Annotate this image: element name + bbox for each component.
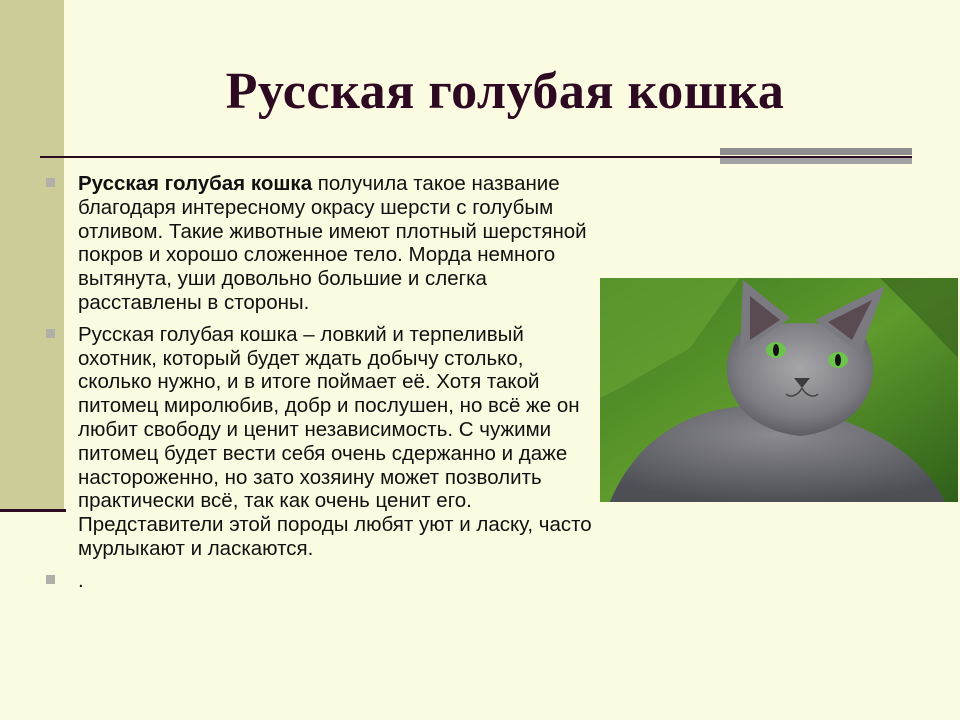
bullet-item — [46, 569, 602, 593]
bullet-text: получила такое название благодаря интересному окрасу шерсти с голубым отливом. Такие животные имеют плотный шерстяной покров и хорошо сложенное тело. Морда немного вытянута, уши довольно большие и слегка расставлены в стороны. — [78, 172, 587, 314]
bullet-text: Русская голубая кошка – ловкий и терпеливый охотник, который будет ждать добычу столько, сколько нужно, и в итоге поймает её. Хотя такой питомец миролюбив, добр и послушен, но всё же он любит свободу и ценит независимость. С чужими питомец будет вести себя очень сдержанно и даже настороженно, но зато хозяину может позволить практически всё, так как очень ценит его. Представители этой породы любят уют и ласку, часто мурлыкают и ласкаются. — [78, 322, 592, 560]
square-bullet-icon — [46, 575, 55, 584]
bullet-list — [46, 172, 602, 601]
title-divider-accent — [720, 148, 912, 164]
slide-title: Русская голубая кошка — [225, 63, 785, 120]
bullet-text: . — [78, 568, 84, 592]
bullet-item — [46, 323, 602, 561]
square-bullet-icon — [46, 329, 55, 338]
bullet-lead: Русская голубая кошка — [78, 172, 313, 195]
square-bullet-icon — [46, 178, 55, 187]
cat-photo — [600, 278, 958, 502]
bullet-item — [46, 172, 602, 315]
